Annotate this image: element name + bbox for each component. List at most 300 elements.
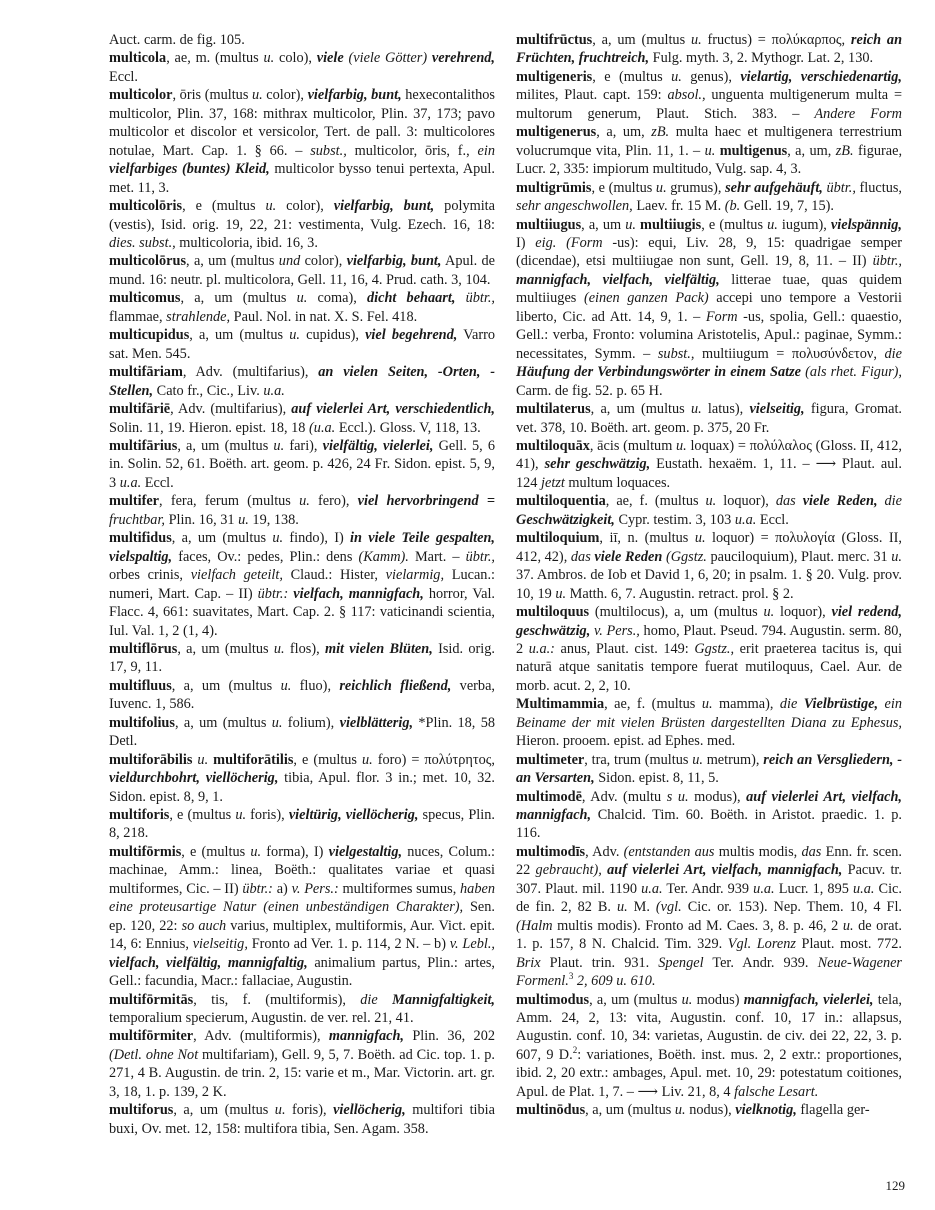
italic-note: (als rhet. Figur),	[805, 364, 902, 381]
italic-note: jetzt	[541, 474, 565, 491]
entry-text: multicolor bysso tenui pertexta, Apul. met. 11, 3.	[109, 161, 495, 196]
translation: vielspännig,	[830, 216, 902, 233]
dictionary-entry	[109, 197, 495, 252]
entry-text: , fera, ferum (multus	[159, 493, 300, 510]
italic-note: u.	[690, 32, 702, 48]
entry-text: multifori tibia buxi, Ov. met. 12, 158: multifora tibia, Sen. Agam. 358.	[109, 1102, 495, 1137]
entry-text: Varro sat. Men. 545.	[109, 327, 495, 362]
entry-text: Sidon. epist. 8, 11, 5.	[594, 770, 719, 787]
entry-text: Auct. carm. de fig. 105.	[109, 32, 245, 48]
italic-note: u.	[701, 696, 713, 713]
italic-note: u.	[274, 1102, 286, 1119]
translation: verehrend,	[431, 50, 496, 67]
italic-note: u.	[362, 751, 373, 768]
dictionary-entry	[516, 603, 902, 695]
entry-text: multicolor, ōris, f.,	[346, 142, 478, 159]
translation: mannigfach, vielfach, vielfältig,	[516, 271, 720, 288]
entry-text: , e (multus	[182, 198, 266, 215]
entry-text: verba, Iuvenc. 1, 586.	[109, 677, 496, 713]
italic-note: haben eine proteusartige Natur (einen unbeständigen Charakter),	[109, 880, 495, 916]
entry-text: loquor) = πολυλογία (Gloss. II, 412, 42),	[516, 530, 902, 565]
italic-note: v. Pers.,	[593, 622, 640, 639]
headword: multigrūmis	[516, 179, 592, 196]
italic-note: Neue-Wagener Formenl.	[516, 954, 902, 990]
translation: viellöcherig,	[333, 1102, 406, 1119]
entry-text: Hieron. prooem. epist. ad Ephes. med.	[516, 733, 736, 750]
dictionary-entry	[109, 400, 495, 437]
italic-note: übtr.:	[257, 585, 289, 602]
entry-text: , Adv. (multiformis),	[193, 1028, 329, 1045]
dictionary-entry	[516, 751, 902, 788]
entry-text: multiiugum = πολυσύνδετον,	[694, 345, 885, 362]
dictionary-entry	[516, 788, 902, 843]
italic-note: ein	[477, 142, 495, 159]
headword: multicolōris	[109, 198, 183, 215]
italic-note: strahlende,	[166, 308, 231, 325]
entry-text: I)	[516, 234, 536, 251]
dictionary-entry	[109, 1101, 495, 1138]
entry-text: grumus),	[666, 179, 726, 196]
entry-text: fluo),	[291, 677, 340, 694]
italic-note: u.	[273, 437, 285, 454]
dictionary-entry	[516, 492, 902, 529]
translation: viel redend, geschwätzig,	[516, 604, 903, 639]
italic-note: übtr.,	[465, 290, 495, 307]
translation: dicht behaart,	[367, 290, 456, 307]
entry-text: , ae, m. (multus	[166, 50, 264, 67]
italic-note: u.	[273, 640, 285, 657]
italic-note: u.	[625, 216, 636, 233]
dictionary-entry	[109, 677, 495, 714]
italic-note: u.a.	[641, 880, 663, 897]
translation: auf vielerlei Art, vielfach, mannigfach,	[516, 788, 902, 824]
entry-text: pauciloquium), Plaut. merc. 31	[706, 548, 892, 565]
entry-text: , tis, f. (multiformis),	[193, 991, 361, 1008]
italic-note: u.	[265, 198, 277, 215]
entry-text: de orat. 1. p. 157, 8 N. Chalcid. Tim. 329.	[516, 917, 902, 953]
headword: multifōrmis	[109, 843, 182, 860]
entry-text: , ae, f. (multus	[605, 493, 706, 510]
entry-text: forma), I)	[261, 843, 329, 860]
italic-note: u.	[891, 548, 903, 565]
italic-note: u.	[674, 1102, 686, 1119]
entry-text: Mart. –	[408, 548, 466, 565]
translation: vielartig, verschiedenartig,	[740, 68, 902, 85]
entry-text: tela, Amm. 24, 2, 13: vita, Augustin. conf. 10, 17 in.: allapsus, Augustin. conf. 10, 34: varietas, Augustin. de civ. dei 22, 22, 3. p. 607, 9 D.	[516, 991, 902, 1063]
entry-text	[878, 493, 885, 509]
italic-note: (Detl. ohne Not	[109, 1046, 199, 1063]
entry-text: (multilocus), a, um (multus	[589, 604, 764, 621]
right-column	[516, 31, 902, 1120]
entry-text: folium),	[282, 714, 340, 731]
entry-text: homo, Plaut. Pseud. 794. Augustin. serm. 80, 2	[516, 622, 902, 657]
entry-text: , a, um (multus	[189, 327, 290, 344]
entry-text: Cypr. testim. 3, 103	[614, 511, 735, 528]
italic-note: u.	[272, 530, 284, 547]
italic-note: v. Lebl.,	[449, 936, 495, 953]
translation: vielfarbig, bunt,	[346, 253, 442, 270]
left-column	[109, 31, 495, 1138]
italic-note: die	[884, 345, 902, 362]
italic-note: u.	[616, 899, 628, 916]
italic-note: u.	[296, 290, 308, 307]
entry-text: multis modis,	[714, 843, 802, 860]
dictionary-entry	[516, 31, 902, 68]
entry-text: Ter. Andr. 939	[662, 880, 754, 897]
translation: sehr geschwätzig,	[544, 456, 651, 473]
entry-text: , iī, n. (multus	[599, 530, 695, 547]
entry-text: multa haec et multigenera terrestrium volucrumque vita, Plin. 11, 1. –	[516, 124, 903, 159]
italic-note: u.a.:	[528, 640, 555, 657]
entry-text: a)	[272, 880, 292, 897]
italic-note: u.a.	[734, 511, 757, 528]
headword: multicola	[109, 50, 167, 67]
entry-text: Fronto ad Ver. 1. p. 114, 2 N. – b)	[247, 936, 450, 953]
italic-note: (entstanden aus	[623, 843, 715, 860]
entry-text: , e (multus	[701, 216, 768, 233]
entry-text: , e (multus	[181, 843, 251, 860]
entry-text: , a, um (multus	[592, 32, 691, 48]
entry-text: multifariam), Gell. 9, 5, 7. Boëth. ad Cic. top. 1. p. 271, 4 B. Augustin. de trin. 2, 15: varie et m., Mar. Victorin. art. gr. 3, 18, 1. p. 139, 2 K.	[109, 1046, 496, 1100]
entry-text: Enn. fr. scen. 22	[516, 843, 902, 879]
headword: multiloquium	[516, 530, 600, 547]
italic-note: Spengel	[658, 954, 704, 971]
entry-text: hexecontalithos multicolor, Plin. 37, 168: mithrax multicolor, Plin. 37, 173; pavo multicolor et discolor et versicolor, Tert. de pall. 3: multicolores notulae, Mart. Cap. 1. § 66. –	[109, 87, 495, 159]
headword: multiforātilis	[213, 751, 294, 768]
translation: viele Reden	[594, 548, 663, 565]
dictionary-entry	[109, 751, 495, 806]
italic-note: die	[779, 696, 798, 713]
entry-text: mamma),	[712, 696, 780, 713]
entry-text: Fulg. myth. 3, 2. Mythogr. Lat. 2, 130.	[649, 50, 874, 67]
translation: Mannigfaltigkeit,	[392, 991, 495, 1008]
italic-note: die	[360, 991, 378, 1008]
translation: reich an Versgliedern, -an Versarten,	[516, 751, 902, 787]
entry-text: Eccl.	[109, 68, 138, 85]
italic-note: u.	[555, 585, 567, 602]
entry-text: cupidus),	[299, 327, 366, 344]
entry-text: , tra, trum (multus	[584, 751, 693, 768]
italic-note: so auch	[181, 917, 227, 934]
headword: multigeneris	[516, 68, 593, 85]
entry-text: figura, Gromat. vet. 378, 10. Boëth. art. geom. p. 375, 20 Fr.	[516, 401, 902, 436]
entry-text: horror, Val. Flacc. 4, 661: suavitates, Mart. Cap. 2. § 117: vaticinandi scientia, Iul. Val. 1, 2 (1, 4).	[109, 585, 495, 639]
entry-text: , a, um (multus	[171, 677, 281, 694]
entry-text: metrum),	[702, 751, 764, 768]
italic-note: (vgl.	[655, 899, 682, 916]
translation: mannigfach,	[328, 1028, 404, 1045]
translation: mannigfach, vielerlei,	[743, 991, 874, 1008]
italic-note: Vgl. Lorenz	[727, 936, 796, 953]
entry-text: modus)	[692, 991, 744, 1008]
italic-note: das	[775, 493, 796, 510]
entry-text: temporalium specierum, Augustin. de ver. rel. 21, 41.	[109, 1010, 414, 1027]
translation: viele Reden,	[802, 493, 878, 510]
entry-text: iugum),	[777, 216, 831, 233]
headword: multilaterus	[516, 401, 591, 418]
entry-text: Claud.: Hister,	[282, 567, 386, 584]
dictionary-entry	[516, 68, 902, 179]
entry-text: 19, 138.	[248, 511, 299, 528]
translation: vielfarbiges (buntes) Kleid,	[109, 161, 270, 178]
headword: multifluus	[109, 677, 172, 694]
headword: multicomus	[109, 290, 181, 307]
italic-note: gebraucht),	[535, 862, 602, 879]
entry-text: tibia, Apul. flor. 3 in.; met. 10, 32. Sidon. epist. 8, 9, 1.	[109, 770, 495, 805]
entry-text: Apul. de mund. 16: neutr. pl. multicolora, Gell. 11, 16, 4. Prud. cath. 3, 104.	[109, 253, 496, 288]
italic-note: zB.	[651, 124, 670, 141]
superscript: 3	[568, 971, 574, 982]
entry-text: fari),	[284, 437, 323, 454]
italic-note: 2, 609 u. 610.	[573, 973, 656, 990]
entry-text: fluctus,	[855, 179, 903, 196]
entry-text: Plaut. trin. 931.	[540, 954, 659, 971]
entry-text: -us, spolia, Gell.: quaestio, Gell.: verba, Fronto: volumina Aristotelis, Apul.: paginae, Symm.: necessitates, Symm. –	[516, 308, 903, 362]
italic-note: und	[278, 253, 301, 270]
entry-text: loquor),	[774, 604, 832, 621]
translation: an vielen Seiten, -Orten, -Stellen,	[109, 364, 496, 399]
headword: Multimammia	[516, 696, 605, 713]
italic-note: übtr.,	[465, 548, 495, 565]
entry-text: , a, um (multus	[585, 1102, 675, 1119]
entry-text: Carm. de fig. 52. p. 65 H.	[516, 382, 663, 399]
translation: Geschwätzigkeit,	[516, 511, 615, 528]
dictionary-entry	[109, 289, 495, 326]
entry-text: Lucan.: numeri, Mart. Cap. – II)	[109, 567, 495, 602]
entry-text: , a, um (multus	[180, 290, 297, 307]
entry-text: Ter. Andr. 939.	[703, 954, 818, 971]
headword: multifidus	[109, 530, 172, 547]
entry-text: Cic. de fin. 2, 82 B.	[516, 880, 902, 916]
translation: vieldurchbohrt, viellöcherig,	[109, 770, 279, 787]
translation: reich an Früchten, fruchtreich,	[516, 32, 903, 67]
headword: multifāriam	[109, 364, 183, 381]
entry-text: Lucr. 1, 895	[774, 880, 853, 897]
entry-text: , a, um (multus	[590, 401, 691, 418]
entry-text: M.	[627, 899, 656, 916]
entry-text: flagella ger-	[796, 1102, 870, 1119]
entry-text: , Adv. (multifarius),	[170, 401, 292, 418]
italic-note: die	[884, 493, 902, 510]
entry-text: Matth. 6, 7. Augustin. retract. prol. § 2.	[566, 585, 794, 602]
italic-note: Brix	[516, 954, 541, 971]
italic-note: (Ggstz.	[665, 548, 707, 565]
italic-note: (viele Götter)	[348, 50, 428, 67]
entry-text: , a, um (multus	[186, 253, 279, 270]
entry-text: multiformes sumus,	[338, 880, 461, 897]
headword: multicolor	[109, 87, 173, 104]
italic-note: zB.	[835, 142, 854, 159]
dictionary-entry	[516, 216, 902, 401]
italic-note: u.	[694, 530, 706, 547]
entry-text: loquax) = πολύλαλος (Gloss. II, 412, 41),	[516, 437, 902, 473]
italic-note: (Halm	[516, 917, 553, 934]
italic-note: u.	[250, 843, 262, 860]
headword: multiforis	[109, 807, 170, 824]
translation: sehr aufgehäuft,	[725, 179, 823, 196]
entry-text: color),	[300, 253, 347, 270]
entry-text: colo),	[274, 50, 317, 67]
italic-note: u.	[280, 677, 292, 694]
dictionary-entry	[109, 363, 495, 400]
entry-text: , ācis (multum	[589, 437, 677, 454]
headword: multimeter	[516, 751, 585, 768]
dictionary-entry	[109, 806, 495, 843]
page-number: 129	[885, 1178, 905, 1193]
headword: multifārius	[109, 437, 178, 454]
headword: multiforābilis	[109, 751, 193, 768]
translation: vielfältig, vielerlei,	[322, 437, 434, 454]
entry-text: latus),	[701, 401, 750, 418]
italic-note: übtr.,	[872, 253, 902, 270]
italic-note: u.	[251, 87, 263, 104]
dictionary-entry	[109, 529, 495, 640]
entry-text: modus),	[688, 788, 747, 805]
dictionary-entry	[516, 695, 902, 750]
italic-note: vielarmig,	[385, 567, 445, 584]
entry-text: Gell. 5, 6 in. Solin. 52, 61. Boëth. art. geom. p. 426, 24 Fr. Sidon. epist. 5, 9, 3	[109, 437, 495, 491]
dictionary-entry	[109, 991, 495, 1028]
italic-note: subst.,	[310, 142, 347, 159]
entry-text: coma),	[307, 290, 367, 307]
italic-note: u.	[655, 179, 667, 196]
headword: multifolius	[109, 714, 175, 731]
italic-note: u.	[704, 142, 716, 159]
entry-text: Pacuv. tr. 307. Plaut. mil. 1190	[516, 862, 902, 897]
italic-note: sehr angeschwollen,	[516, 198, 633, 215]
entry-text: foris),	[246, 807, 289, 824]
italic-note: vielfach geteilt,	[190, 567, 283, 584]
italic-note: (u.a.	[309, 419, 336, 436]
italic-note: übtr.:	[242, 880, 273, 897]
entry-text: multis modis). Fronto ad M. Caes. 3, 8. p. 46, 2	[552, 917, 843, 934]
italic-note: u.	[767, 216, 778, 233]
headword: multimodus	[516, 991, 590, 1008]
dictionary-entry	[109, 326, 495, 363]
dictionary-entry	[516, 400, 902, 437]
translation: viele	[316, 50, 344, 67]
dictionary-entry	[109, 31, 495, 49]
entry-text: varius, multiplex, multiformis, Aur. Vict. epit. 14, 6: Ennius,	[109, 917, 495, 953]
headword: multiiugus	[516, 216, 582, 233]
entry-text: -us): equi, Liv. 28, 9, 15: quadrigae semper (dicendae), etsi multiiugae non sunt, Gell. 19, 8, 11. – II)	[516, 234, 902, 270]
italic-note: u.	[692, 751, 703, 768]
entry-text: , a, um (multus	[177, 640, 274, 657]
headword: multiflōrus	[109, 640, 178, 657]
translation: viel hervorbringend =	[357, 493, 495, 510]
entry-text: , a, um (multus	[177, 437, 274, 454]
translation: vielgestaltig,	[328, 843, 403, 860]
entry-text: , a, um (multus	[174, 714, 272, 731]
translation: Vielbrüstige,	[803, 696, 879, 713]
headword: multimodīs	[516, 843, 586, 860]
dictionary-entry	[516, 991, 902, 1102]
entry-text	[378, 992, 392, 1008]
translation: vielseitig,	[749, 401, 805, 418]
translation: vielfach, vielfältig, mannigfaltig,	[109, 954, 308, 971]
headword: multinōdus	[516, 1102, 586, 1119]
entry-text: Isid. orig. 17, 9, 11.	[109, 640, 495, 676]
entry-text: , a, um,	[787, 142, 836, 159]
italic-note: u.	[289, 327, 300, 344]
italic-note: u.	[681, 991, 693, 1008]
dictionary-entry	[109, 437, 495, 492]
headword: multifrūctus	[516, 32, 593, 48]
entry-text: flos),	[284, 640, 325, 657]
entry-text: Cic. or. 153). Nep. Them. 10, 4 Fl.	[681, 899, 902, 916]
entry-text: Eccl.	[141, 474, 174, 491]
italic-note: Ggstz.,	[694, 640, 735, 657]
dictionary-entry	[109, 640, 495, 677]
translation: vieltürig, viellöcherig,	[288, 807, 419, 824]
entry-text: 37. Ambros. de Iob et David 1, 6, 20; in psalm. 1. § 20. Vulg. prov. 10, 19	[516, 567, 902, 602]
entry-text: Eccl.	[756, 511, 789, 528]
translation: vielfarbig, bunt,	[307, 87, 402, 104]
entry-text: , Adv.	[585, 843, 624, 860]
entry-text: loquor),	[716, 493, 776, 510]
dictionary-entry	[516, 843, 902, 991]
headword: multicupidus	[109, 327, 190, 344]
italic-note: u.a.	[119, 474, 142, 491]
superscript: 2	[572, 1045, 578, 1056]
translation: vielfach, mannigfach,	[293, 585, 424, 602]
dictionary-entry	[516, 179, 902, 216]
dictionary-entry	[109, 86, 495, 197]
entry-text: polymita (vestis), Isid. orig. 19, 22, 21: vestimenta, Vulg. Ezech. 16, 18:	[109, 198, 496, 233]
entry-text: , e (multus	[591, 179, 656, 196]
italic-note: das	[801, 843, 822, 860]
italic-note: u.	[676, 437, 687, 454]
dictionary-entry	[109, 714, 495, 751]
italic-note: u.a.	[852, 880, 875, 897]
entry-text: litterae tuae, quas quidem multiiuges	[516, 271, 902, 307]
entry-text: , a, um,	[596, 124, 652, 141]
entry-text: accepi uno tempore a Vestorii liberto, Cic. ad Att. 14, 9, 1. –	[516, 290, 902, 325]
dictionary-entry	[109, 843, 495, 991]
entry-text: , Adv. (multifarius),	[182, 364, 319, 381]
italic-note: eig. (Form	[535, 234, 603, 251]
entry-text: multicoloria, ibid. 16, 3.	[175, 234, 318, 251]
entry-text: Gell. 19, 7, 15).	[740, 198, 834, 215]
entry-text: erit praeterea tacitus is, qui naturā atque sanitatis tempore fuerat mutiloquus, Cael. Aur. de morb. acut. 2, 2, 10.	[516, 640, 902, 694]
entry-text	[455, 290, 465, 306]
entry-text: , ōris (multus	[172, 87, 252, 104]
headword: multifōrmiter	[109, 1028, 194, 1045]
entry-text: orbes crinis,	[109, 567, 191, 584]
entry-text: , a, um (multus	[173, 1102, 275, 1119]
italic-note: falsche Lesart.	[734, 1083, 819, 1100]
dictionary-entry	[516, 529, 902, 603]
headword: multicolōrus	[109, 253, 187, 270]
italic-note: absol.,	[667, 87, 706, 104]
entry-text: faces, Ov.: pedes, Plin.: dens	[172, 548, 359, 565]
italic-note: s u.	[666, 788, 689, 805]
dictionary-entry	[109, 49, 495, 86]
entry-text: , a, um	[581, 216, 626, 233]
headword: multifer	[109, 493, 160, 510]
headword: multifāriē	[109, 401, 171, 418]
translation: in viele Teile gespalten, vielspaltig,	[109, 530, 496, 565]
entry-text: animalium partus, Plin.: artes, Gell.: facundia, Macr.: fallaciae, Augustin.	[109, 954, 496, 990]
headword: multiloquus	[516, 604, 590, 621]
entry-text: foris),	[285, 1102, 334, 1119]
italic-note: subst.,	[657, 345, 695, 362]
entry-text: Sen. ep. 120, 22:	[109, 899, 495, 934]
entry-text: figurae, Lucr. 2, 335: impiorum multitudo, Vulg. sap. 4, 3.	[516, 142, 903, 178]
headword: multiiugis	[640, 216, 702, 233]
entry-text: foro) = πολύτρητος,	[372, 751, 496, 768]
italic-note: u.	[197, 751, 209, 768]
